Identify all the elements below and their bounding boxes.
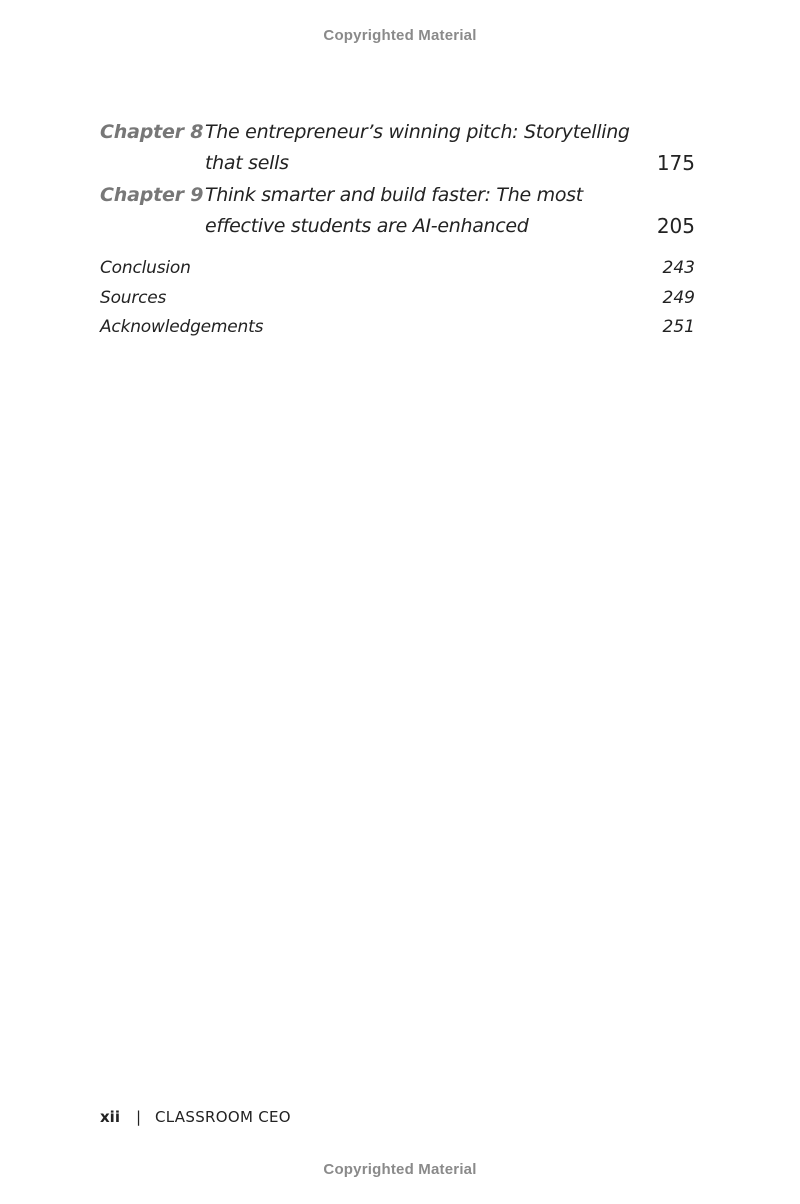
chapter-title-line-1: Think smarter and build faster: The most — [205, 184, 583, 206]
chapter-label: Chapter 8 — [100, 121, 204, 143]
chapter-page-number: 205 — [656, 214, 695, 238]
toc-entry-acknowledgements[interactable] — [100, 316, 695, 338]
toc-chapter-8[interactable] — [100, 117, 695, 179]
toc-chapter-9[interactable] — [100, 180, 695, 242]
page-folio: xii — [100, 1108, 120, 1126]
entry-name: Sources — [100, 288, 167, 308]
entry-name: Conclusion — [100, 258, 191, 278]
entry-page-number: 249 — [662, 288, 695, 308]
copyright-watermark-bottom: Copyrighted Material — [323, 1161, 477, 1178]
page-footer — [100, 1108, 291, 1126]
chapter-title — [205, 180, 645, 242]
chapter-title — [205, 117, 645, 179]
running-book-title: CLASSROOM CEO — [155, 1108, 291, 1126]
chapter-label: Chapter 9 — [100, 184, 204, 206]
copyright-watermark-top: Copyrighted Material — [323, 27, 477, 44]
footer-separator: | — [135, 1108, 142, 1126]
entry-page-number: 251 — [662, 317, 695, 337]
toc-entry-conclusion[interactable] — [100, 257, 695, 279]
toc-entry-sources[interactable] — [100, 287, 695, 309]
chapter-title-line-2: that sells — [205, 152, 289, 174]
chapter-page-number: 175 — [656, 151, 695, 175]
chapter-title-line-1: The entrepreneur’s winning pitch: Storytelling — [205, 121, 630, 143]
entry-name: Acknowledgements — [100, 317, 264, 337]
chapter-title-line-2: effective students are AI-enhanced — [205, 215, 529, 237]
entry-page-number: 243 — [662, 258, 695, 278]
